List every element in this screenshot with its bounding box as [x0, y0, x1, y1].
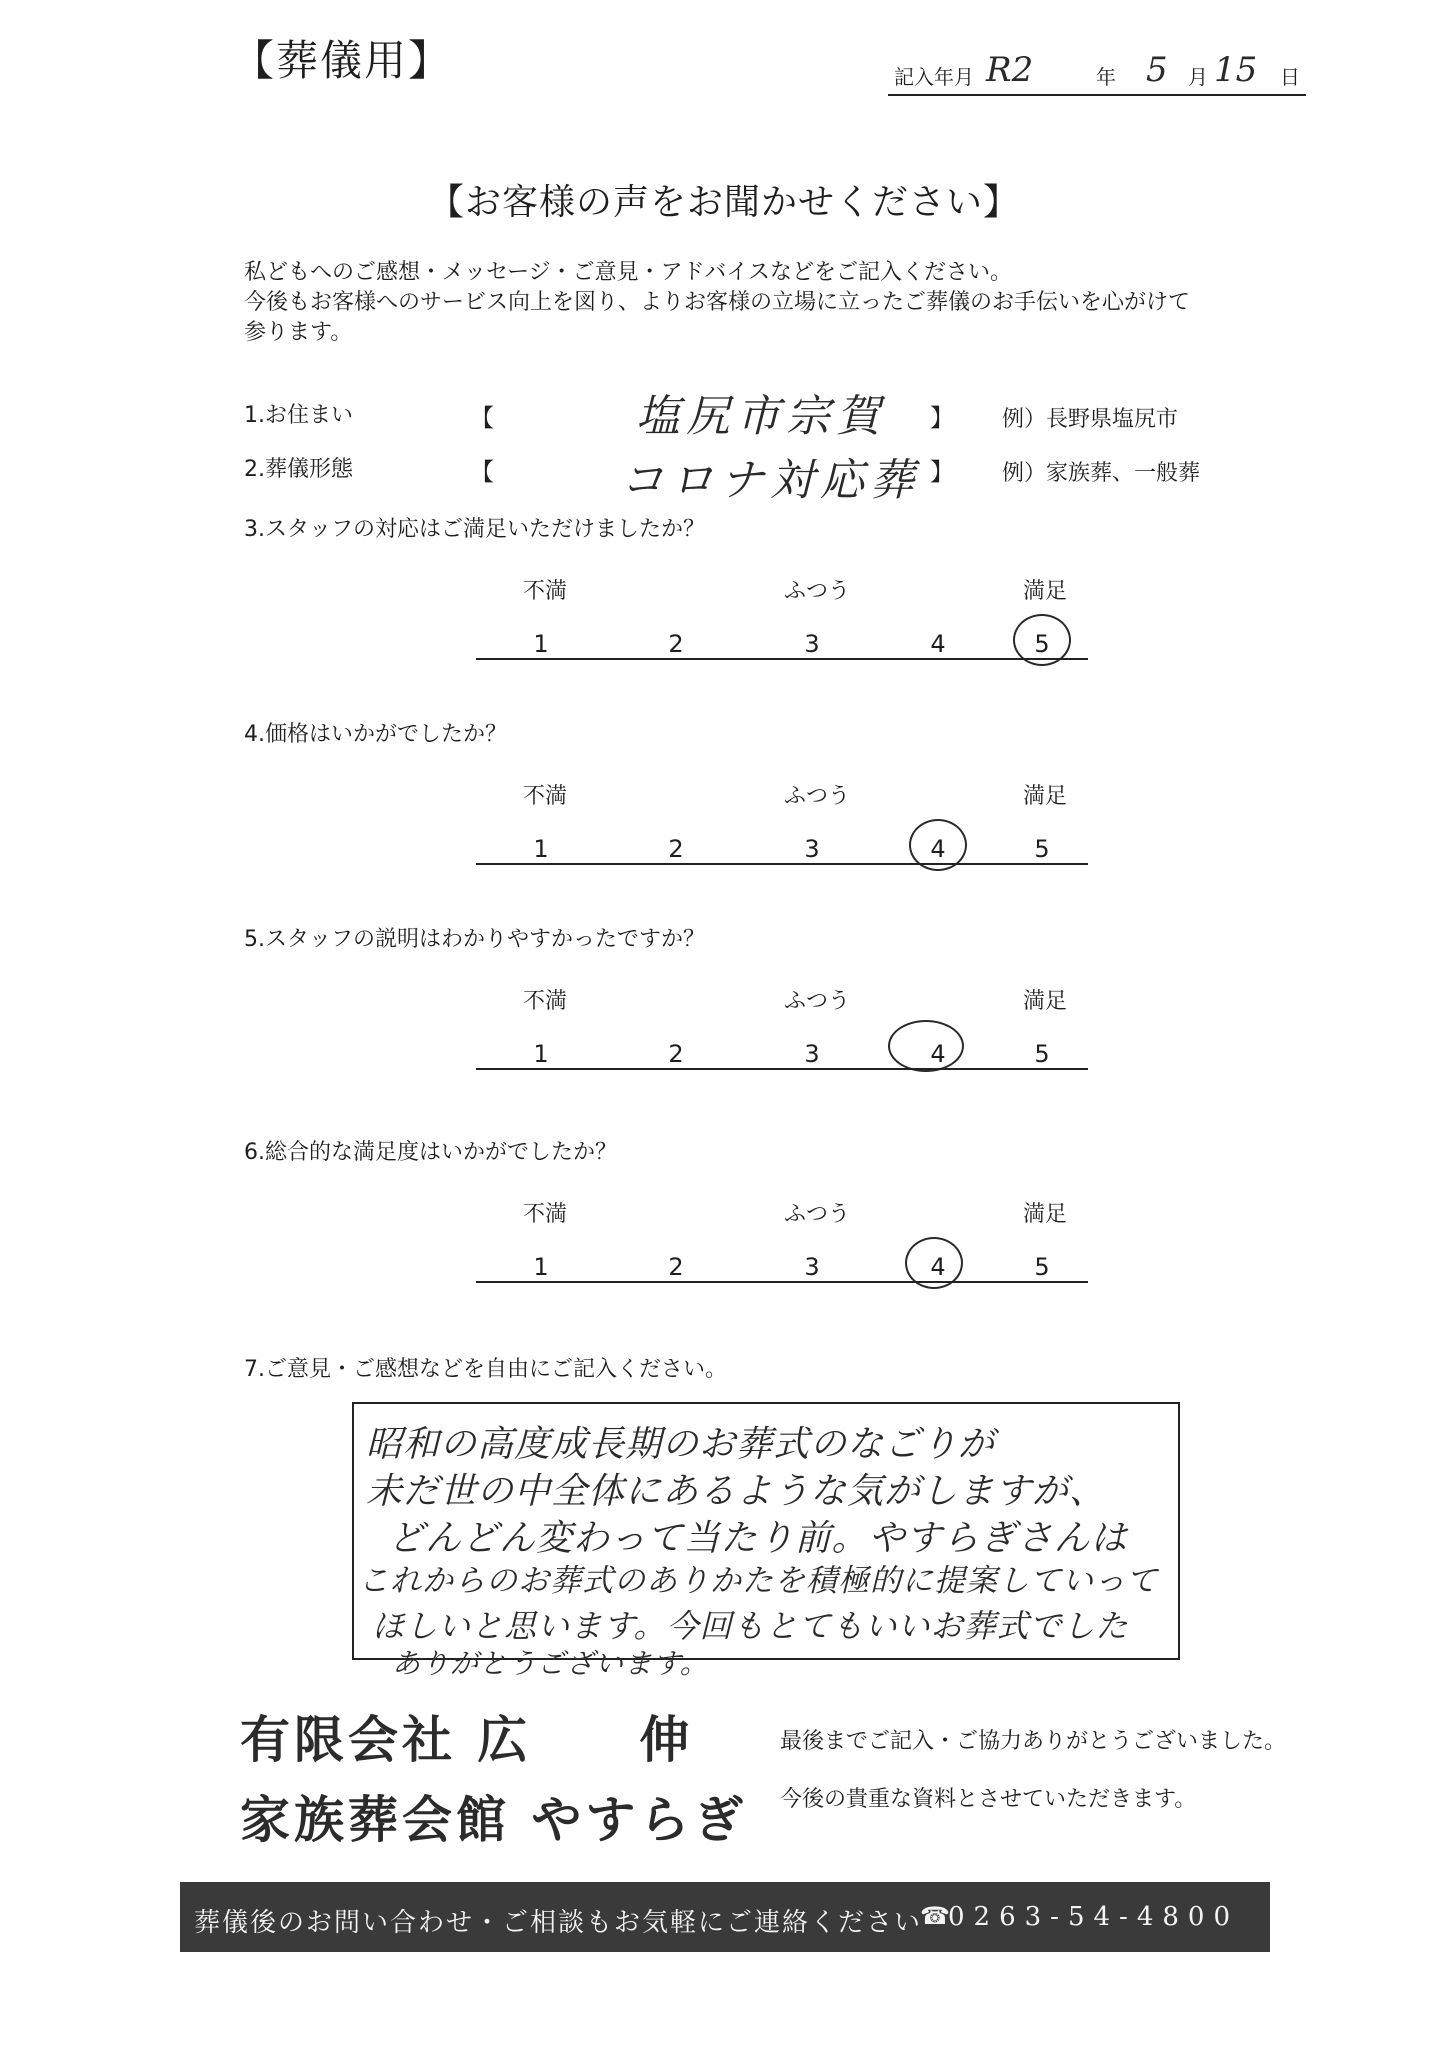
rating-question: 5.スタッフの説明はわかりやすかったですか？ — [244, 927, 705, 952]
rating-block-price — [0, 713, 1448, 888]
scale-label-mid: ふつう — [783, 989, 850, 1014]
rating-block-explanation — [0, 918, 1448, 1093]
phone-number[interactable]: 0263-54-4800 — [948, 1902, 1239, 1932]
scale-label-low: 不満 — [522, 989, 567, 1014]
q1-bracket-close: 】 — [930, 404, 954, 432]
intro-line-2: 今後もお客様へのサービス向上を図り、よりお客様の立場に立ったご葬儀のお手伝いを心がけて — [244, 290, 1191, 315]
q1-example: 例）長野県塩尻市 — [1002, 407, 1179, 432]
scale-line — [476, 863, 1088, 865]
scale-option-1[interactable]: 1 — [533, 1253, 549, 1281]
form-type-label: 【葬儀用】 — [232, 36, 453, 85]
scale-label-mid: ふつう — [783, 784, 850, 809]
q2-label: 2.葬儀形態 — [244, 457, 353, 482]
scale-line — [476, 658, 1088, 660]
comment-line: ありがとうございます。 — [392, 1647, 709, 1680]
contact-footer — [180, 1882, 1270, 1952]
scale-label-high: 満足 — [1022, 579, 1067, 604]
rating-block-overall — [0, 1131, 1448, 1306]
q1-answer: 塩尻市宗賀 — [636, 391, 886, 442]
q7-label: 7.ご意見・ご感想などを自由にご記入ください。 — [244, 1357, 727, 1382]
q1-bracket-open: 【 — [470, 404, 494, 432]
q2-example: 例）家族葬、一般葬 — [1002, 461, 1201, 486]
scale-option-5[interactable]: 5 — [1034, 1040, 1050, 1068]
scale-option-2[interactable]: 2 — [668, 1040, 684, 1068]
contact-message: 葬儀後のお問い合わせ・ご相談もお気軽にご連絡ください — [194, 1908, 923, 1938]
scale-option-1[interactable]: 1 — [533, 835, 549, 863]
comment-line: 未だ世の中全体にあるような気がしますが、 — [366, 1471, 1107, 1512]
date-day: 15 — [1214, 50, 1258, 90]
scale-label-mid: ふつう — [783, 1202, 850, 1227]
scale-line — [476, 1281, 1088, 1283]
phone-icon: ☎ — [920, 1902, 950, 1930]
date-year-label: 年 — [1096, 65, 1116, 89]
scale-option-4[interactable]: 4 — [930, 835, 946, 863]
date-month: 5 — [1146, 50, 1168, 90]
scale-option-4[interactable]: 4 — [930, 1040, 946, 1068]
scale-option-3[interactable]: 3 — [804, 1253, 820, 1281]
comment-line: 昭和の高度成長期のお葬式のなごりが — [366, 1424, 996, 1465]
scale-option-5[interactable]: 5 — [1034, 835, 1050, 863]
scale-label-low: 不満 — [522, 579, 567, 604]
scale-option-1[interactable]: 1 — [533, 1040, 549, 1068]
scale-label-low: 不満 — [522, 1202, 567, 1227]
date-era-year: R2 — [986, 50, 1034, 90]
comment-line: これからのお葬式のありかたを積極的に提案していって — [358, 1563, 1158, 1599]
scale-label-mid: ふつう — [783, 579, 850, 604]
scale-label-high: 満足 — [1022, 784, 1067, 809]
q1-label: 1.お住まい — [244, 403, 353, 428]
scale-option-2[interactable]: 2 — [668, 1253, 684, 1281]
scale-option-4[interactable]: 4 — [930, 630, 946, 658]
comment-line: どんどん変わって当たり前。やすらぎさんは — [388, 1518, 1128, 1559]
scale-line — [476, 1068, 1088, 1070]
scale-option-5[interactable]: 5 — [1034, 630, 1050, 658]
scale-label-low: 不満 — [522, 784, 567, 809]
scale-option-3[interactable]: 3 — [804, 1040, 820, 1068]
company-name: 有限会社 広 伸 — [240, 1711, 694, 1769]
q2-bracket-open: 【 — [470, 458, 494, 486]
scale-option-1[interactable]: 1 — [533, 630, 549, 658]
comment-line: ほしいと思います。今回もとてもいいお葬式でした — [372, 1607, 1129, 1645]
rating-question: 4.価格はいかがでしたか？ — [244, 722, 507, 747]
scale-label-high: 満足 — [1022, 989, 1067, 1014]
q2-bracket-close: 】 — [930, 458, 954, 486]
date-day-label: 日 — [1280, 65, 1300, 89]
thanks-message: 最後までご記入・ご協力ありがとうございました。 — [780, 1729, 1287, 1754]
date-month-label: 月 — [1188, 65, 1208, 89]
q2-answer: コロナ対応葬 — [620, 455, 920, 506]
intro-line-3: 参ります。 — [244, 320, 353, 345]
selected-rating-circle — [888, 1020, 964, 1072]
survey-title: 【お客様の声をお聞かせください】 — [427, 182, 1020, 223]
scale-option-2[interactable]: 2 — [668, 630, 684, 658]
intro-line-1: 私どもへのご感想・メッセージ・ご意見・アドバイスなどをご記入ください。 — [244, 260, 1013, 285]
scale-option-5[interactable]: 5 — [1034, 1253, 1050, 1281]
scale-option-4[interactable]: 4 — [930, 1253, 946, 1281]
scale-option-2[interactable]: 2 — [668, 835, 684, 863]
rating-block-staff — [0, 508, 1448, 683]
date-prefix: 記入年月 — [894, 65, 974, 89]
rating-question: 6.総合的な満足度はいかがでしたか？ — [244, 1140, 617, 1165]
scale-option-3[interactable]: 3 — [804, 835, 820, 863]
date-field — [888, 50, 1306, 96]
scale-option-3[interactable]: 3 — [804, 630, 820, 658]
hall-name: 家族葬会館 やすらぎ — [240, 1791, 748, 1849]
rating-question: 3.スタッフの対応はご満足いただけましたか？ — [244, 517, 705, 542]
records-message: 今後の貴重な資料とさせていただきます。 — [780, 1787, 1197, 1812]
scale-label-high: 満足 — [1022, 1202, 1067, 1227]
